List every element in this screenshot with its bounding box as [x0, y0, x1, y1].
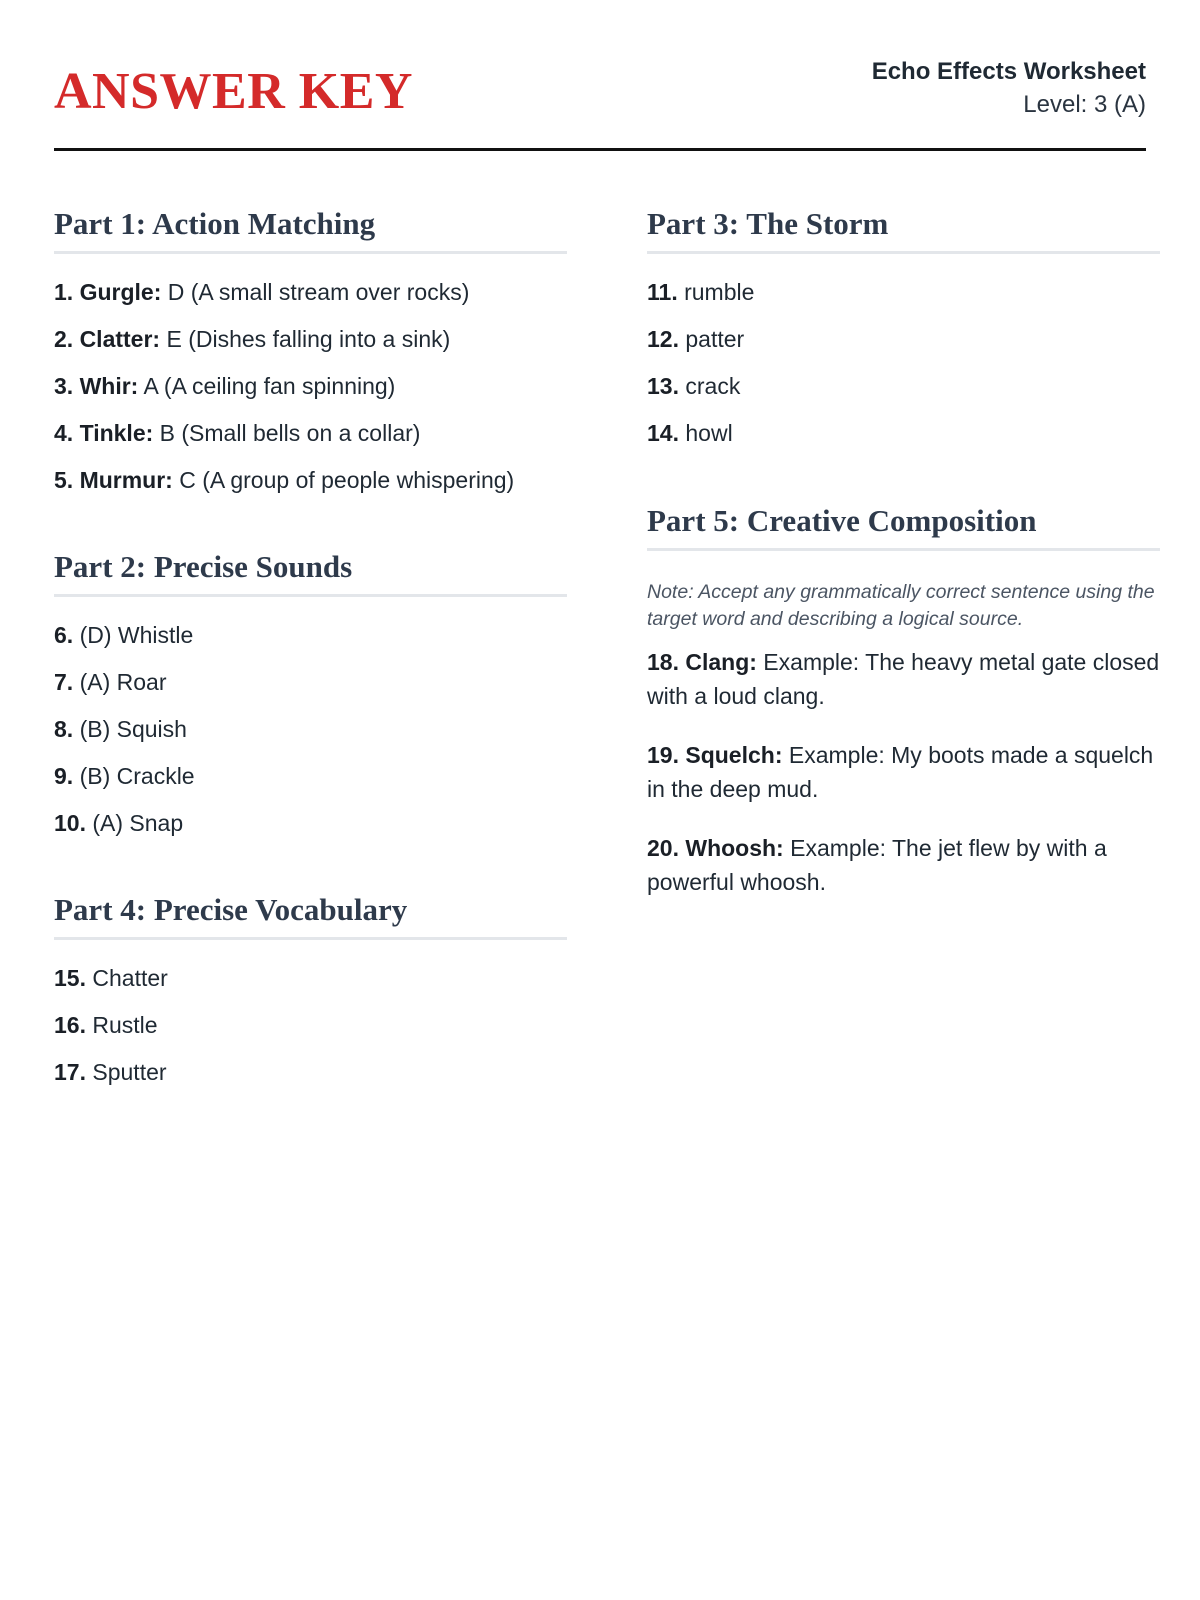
answer-item [54, 962, 567, 1009]
item-answer: A (A ceiling fan spinning) [138, 373, 396, 399]
answer-item [647, 738, 1160, 806]
part2-list [54, 619, 567, 854]
answer-item [54, 276, 567, 323]
item-number: 9. [54, 763, 74, 789]
item-number: 2. Clatter: [54, 326, 161, 352]
part4-title: Part 4: Precise Vocabulary [54, 891, 567, 940]
answer-item [54, 417, 567, 464]
item-number: 6. [54, 622, 74, 648]
item-answer: Rustle [85, 1012, 158, 1038]
answer-item [54, 666, 567, 713]
part3-list [647, 276, 1160, 464]
item-answer: B (Small bells on a collar) [153, 420, 421, 446]
part1-list [54, 276, 567, 511]
item-answer: D (A small stream over rocks) [161, 279, 470, 305]
part3-title: Part 3: The Storm [647, 205, 1160, 254]
item-number: 1. Gurgle: [54, 279, 162, 305]
answer-item [54, 807, 567, 854]
item-answer: (A) Snap [85, 810, 184, 836]
item-number: 4. Tinkle: [54, 420, 154, 446]
answer-item [54, 323, 567, 370]
item-number: 16. [54, 1012, 86, 1038]
grading-note: Note: Accept any grammatically correct sentence using the target word and describing a logical source. [647, 581, 1155, 630]
item-answer: Sputter [85, 1059, 167, 1085]
answer-item [647, 276, 1160, 323]
part5-title: Part 5: Creative Composition [647, 502, 1160, 551]
item-answer: rumble [677, 279, 755, 305]
item-number: 5. Murmur: [54, 467, 173, 493]
answer-item [647, 417, 1160, 464]
item-number: 17. [54, 1059, 86, 1085]
part1-section [54, 205, 567, 511]
part3-section [647, 205, 1160, 464]
item-number: 18. Clang: [647, 649, 757, 675]
part4-list [54, 962, 567, 1103]
page-header [54, 0, 1146, 151]
item-number: 20. Whoosh: [647, 835, 784, 861]
item-number: 19. Squelch: [647, 742, 783, 768]
answer-item [54, 760, 567, 807]
item-answer: Example: My boots made a squelch in the deep mud. [647, 742, 1154, 802]
answer-item [54, 370, 567, 417]
item-answer: E (Dishes falling into a sink) [160, 326, 451, 352]
item-number: 12. [647, 326, 679, 352]
item-answer: Example: The jet flew by with a powerful whoosh. [647, 835, 1107, 895]
part5-section [647, 502, 1160, 924]
item-number: 11. [647, 279, 678, 305]
item-answer: (B) Crackle [73, 763, 195, 789]
part4-section [54, 891, 567, 1103]
answer-item [647, 370, 1160, 417]
part2-title: Part 2: Precise Sounds [54, 548, 567, 597]
part2-section [54, 548, 567, 854]
part5-list [647, 645, 1160, 899]
item-answer: (A) Roar [73, 669, 167, 695]
item-answer: howl [678, 420, 733, 446]
answer-item [54, 713, 567, 760]
answer-item [647, 645, 1160, 713]
item-answer: C (A group of people whispering) [172, 467, 515, 493]
answer-item [647, 831, 1160, 899]
item-number: 14. [647, 420, 679, 446]
item-answer: patter [678, 326, 745, 352]
worksheet-name: Echo Effects Worksheet [871, 58, 1146, 85]
part1-title: Part 1: Action Matching [54, 205, 567, 254]
answer-item [54, 464, 567, 511]
item-answer: Chatter [85, 965, 168, 991]
item-number: 15. [54, 965, 86, 991]
item-number: 8. [54, 716, 74, 742]
item-number: 7. [54, 669, 74, 695]
item-number: 13. [647, 373, 679, 399]
worksheet-level: Level: 3 (A) [1023, 91, 1146, 118]
item-answer: (B) Squish [73, 716, 187, 742]
item-answer: crack [678, 373, 741, 399]
item-answer: Example: The heavy metal gate closed with a loud clang. [647, 649, 1160, 709]
answer-item [54, 1009, 567, 1056]
item-answer: (D) Whistle [73, 622, 194, 648]
answer-item [54, 619, 567, 666]
page-title: ANSWER KEY [54, 63, 413, 120]
answer-item [647, 323, 1160, 370]
worksheet-meta [872, 56, 1146, 122]
answer-item [54, 1056, 567, 1103]
item-number: 10. [54, 810, 86, 836]
item-number: 3. Whir: [54, 373, 139, 399]
